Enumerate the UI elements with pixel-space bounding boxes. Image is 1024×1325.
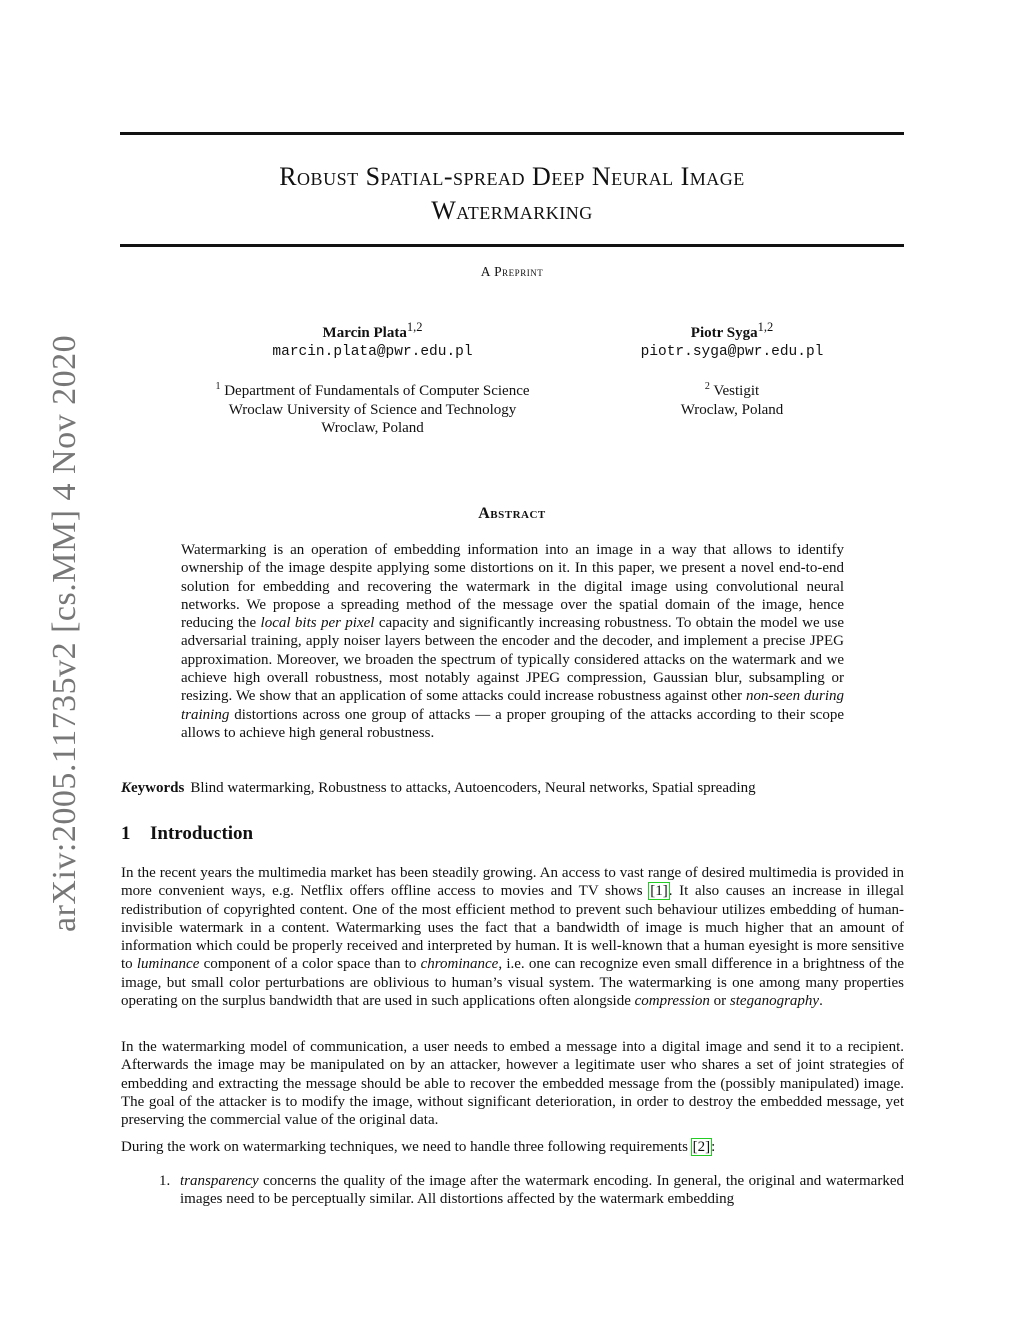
intro-paragraph-3	[121, 1138, 904, 1156]
author-name-line	[610, 318, 854, 343]
paragraph-text: .	[819, 993, 823, 1010]
affiliation-line: Department of Fundamentals of Computer Science	[224, 383, 530, 399]
requirements-list	[121, 1172, 904, 1209]
abstract-emphasis: non-seen during training	[181, 688, 844, 723]
list-item-text: concerns the quality of the image after the watermark encoding. In general, the original and watermarked images need to be perceptually similar. All distortions affected by the watermark embedding	[180, 1173, 904, 1208]
author-affiliation	[160, 378, 585, 438]
affiliation-line: Wroclaw University of Science and Technology	[228, 401, 517, 418]
list-item-body	[180, 1172, 904, 1209]
title-bottom-rule	[120, 244, 904, 247]
abstract-heading: Abstract	[478, 505, 546, 522]
section-heading-introduction	[121, 823, 253, 845]
paragraph-emphasis: luminance	[136, 956, 200, 973]
section-title: Introduction	[150, 823, 254, 844]
title-line-1: Robust Spatial-spread Deep Neural Image	[279, 162, 745, 191]
author-email[interactable]: marcin.plata@pwr.edu.pl	[272, 343, 473, 360]
list-item-term: transparency	[180, 1173, 259, 1189]
author-superscript: 1,2	[757, 320, 774, 334]
author-name-line	[160, 318, 585, 343]
keywords-label	[121, 780, 184, 796]
preprint-label: A Preprint	[480, 264, 544, 279]
affiliation-superscript: 2	[704, 381, 710, 392]
abstract-body	[181, 541, 844, 742]
author-block-2	[610, 318, 854, 419]
keywords-text: Blind watermarking, Robustness to attacks, Autoencoders, Neural networks, Spatial spreading	[190, 780, 756, 796]
title-line-2: Watermarking	[431, 196, 593, 225]
paragraph-text: During the work on watermarking techniques, we need to handle three following requirements	[121, 1139, 692, 1155]
abstract-emphasis: local bits per pixel	[260, 615, 375, 632]
paper-title	[120, 160, 904, 228]
paragraph-text: , i.e. one can recognize even small difference in a brightness of the image, but small color perturbations are oblivious to human’s visual system. The watermarking is one among many properties operating on the surplus bandwidth that are used in such applications often alongside	[121, 956, 904, 1010]
citation-link[interactable]: [2]	[692, 1139, 711, 1155]
author-block-1	[160, 318, 585, 438]
author-superscript: 1,2	[406, 320, 423, 334]
author-affiliation	[610, 378, 854, 419]
section-number: 1	[121, 823, 131, 844]
paragraph-text: In the recent years the multimedia market has been steadily growing. An access to vast range of desired multimedia is provided in more convenient ways, e.g. Netflix offers offline access to movies and TV shows	[121, 865, 904, 900]
paragraph-text: or	[709, 993, 730, 1010]
arxiv-sidebar-stamp: arXiv:2005.11735v2 [cs.MM] 4 Nov 2020	[46, 334, 83, 932]
list-item	[121, 1172, 904, 1209]
author-name: Marcin Plata	[322, 325, 407, 341]
paragraph-emphasis: steganography	[729, 993, 820, 1010]
affiliation-line: Wroclaw, Poland	[321, 420, 424, 436]
affiliation-line: Vestigit	[713, 383, 760, 399]
author-name: Piotr Syga	[690, 325, 758, 341]
citation-link[interactable]: [1]	[650, 883, 668, 900]
paragraph-emphasis: compression	[634, 993, 710, 1010]
affiliation-line: Wroclaw, Poland	[680, 401, 784, 418]
affiliation-superscript: 1	[215, 381, 221, 392]
abstract-text: Watermarking is an operation of embedding information into an image in a way that allows to identify ownership of the image despite applying some distortions on it. In this paper, we present a novel end-to-end solution for embedding and recovering the watermark in the digital image using convolutional neural networks. We propose a spreading method of the message over the spatial domain of the image, hence reducing the	[181, 542, 844, 632]
abstract-text: capacity and significantly increasing robustness. To obtain the model we use adversarial training, apply noiser layers between the encoder and the decoder, and implement a precise JPEG approximation. Moreover, we broaden the spectrum of typically considered attacks on the watermark and we achieve high overall robustness, most notably against JPEG compression, Gaussian blur, subsampling or resizing. We show that an application of some attacks could increase robustness against other	[181, 615, 844, 705]
abstract-text: distortions across one group of attacks — a proper grouping of the attacks according to their scope allows to achieve high general robustness.	[181, 706, 844, 741]
list-marker: 1.	[159, 1173, 171, 1189]
title-top-rule	[120, 132, 904, 135]
keywords-line	[121, 779, 905, 797]
paragraph-emphasis: chrominance	[420, 956, 499, 973]
intro-paragraph-2: In the watermarking model of communication, a user needs to embed a message into a digital image and send it to a recipient. Afterwards the image may be manipulated on by an attacker, however a legitimate user who shares a set of joint strategies of embedding and extracting the message should be able to recover the embedded message from the (possibly manipulated) image. The goal of the attacker is to modify the image, without significant deterioration, in order to destroy the embedded message, yet preserving the commercial value of the original data.	[121, 1039, 904, 1129]
paragraph-text: :	[711, 1139, 716, 1155]
keywords-label-initial: K	[121, 780, 132, 796]
paragraph-text: component of a color space than to	[199, 956, 421, 973]
keywords-label-rest: eywords	[131, 780, 185, 796]
author-email[interactable]: piotr.syga@pwr.edu.pl	[640, 343, 824, 360]
intro-paragraph-1	[121, 864, 904, 1010]
paragraph-text: . It also causes an increase in illegal redistribution of copyrighted content. One of the most efficient method to prevent such behaviour utilizes embedding of human-invisible watermark in a content. Watermarking uses the fact that a bandwidth of image is much higher that an amount of information which could be properly received and interpreted by human. It is well-known that a human eyesight is more sensitive to	[121, 883, 904, 973]
